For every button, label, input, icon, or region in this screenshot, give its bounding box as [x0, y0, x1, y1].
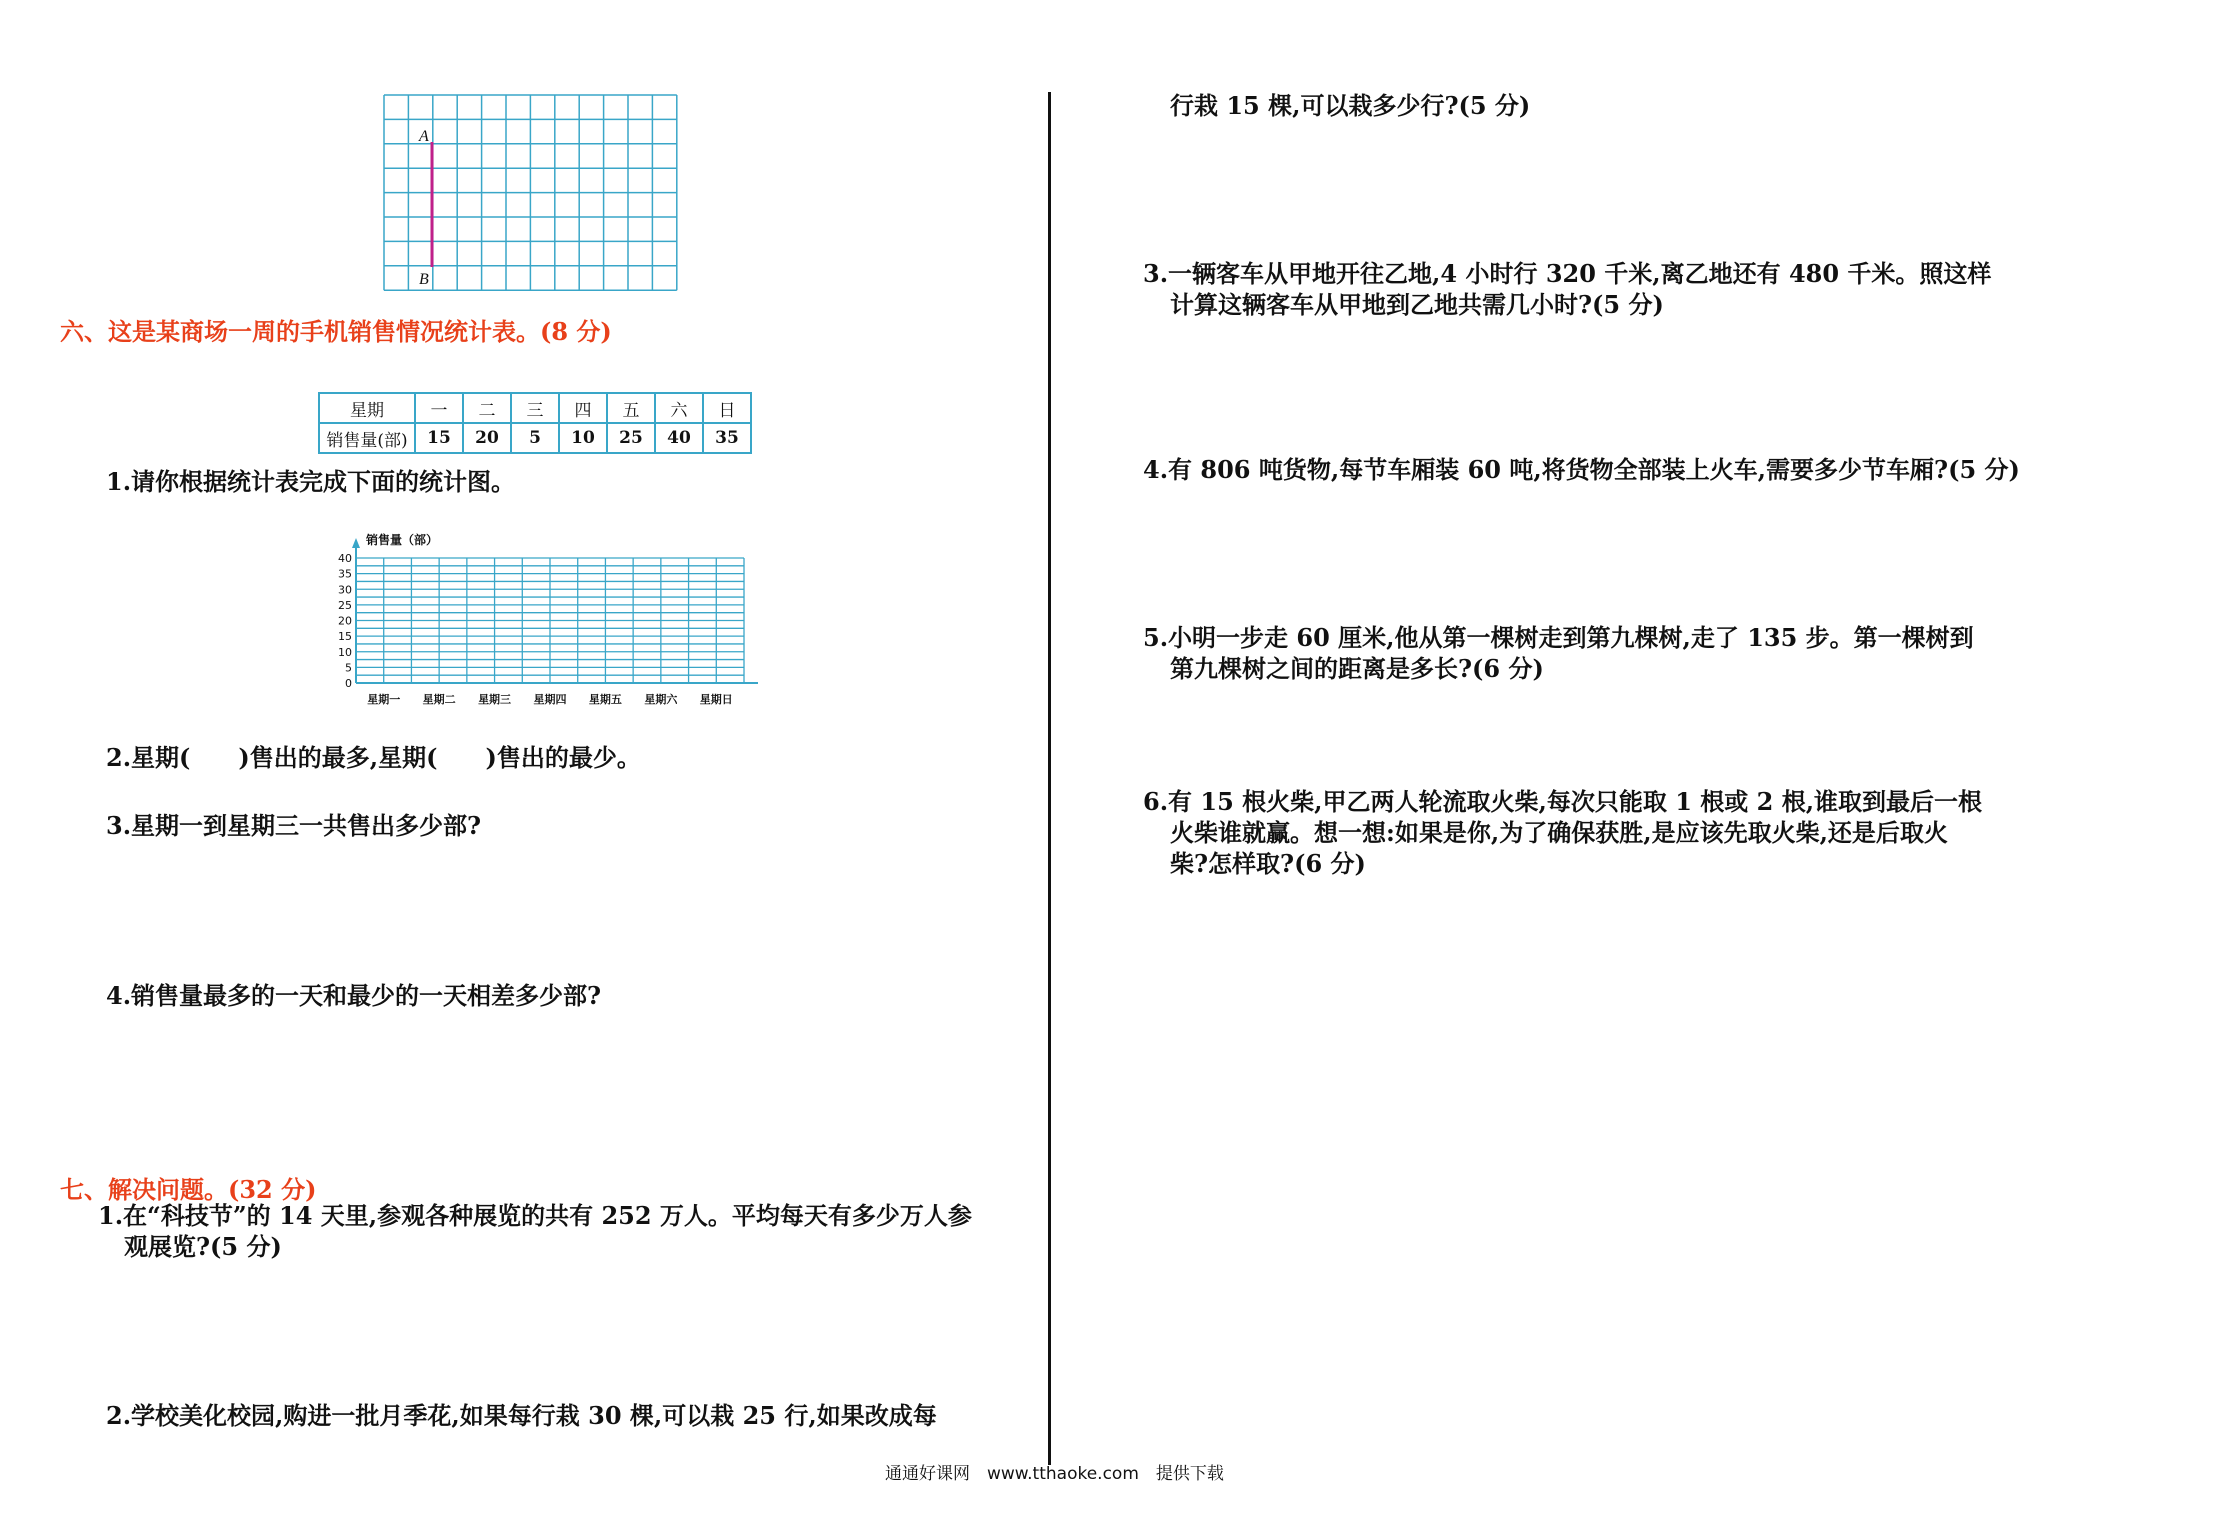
- chart-axes: [352, 538, 758, 683]
- table-day-cell: 一: [415, 393, 463, 423]
- section7-question-2-line1: 2.学校美化校园,购进一批月季花,如果每行栽 30 棵,可以栽 25 行,如果改成每: [106, 1401, 937, 1430]
- table-day-cell: 二: [463, 393, 511, 423]
- section7-question-2-line2: 行栽 15 棵,可以栽多少行?(5 分): [1170, 91, 1531, 120]
- chart-x-tick-label: 星期五: [588, 693, 622, 706]
- chart-y-arrow-icon: [352, 538, 360, 548]
- table-value-cell: 25: [607, 423, 655, 453]
- chart-grid: [356, 558, 744, 683]
- chart-y-tick-labels: [338, 552, 352, 690]
- chart-y-tick-label: 25: [338, 598, 352, 612]
- grid-lines: [384, 95, 677, 290]
- column-divider: [1048, 92, 1051, 1465]
- chart-x-tick-label: 星期二: [422, 693, 456, 706]
- chart-x-tick-label: 星期一: [367, 693, 401, 706]
- section7-question-6-line1: 6.有 15 根火柴,甲乙两人轮流取火柴,每次只能取 1 根或 2 根,谁取到最后一根: [1143, 787, 1983, 816]
- table-value-cell: 40: [655, 423, 703, 453]
- section7-question-5-line1: 5.小明一步走 60 厘米,他从第一棵树走到第九棵树,走了 135 步。第一棵树到: [1143, 623, 1974, 652]
- table-value-cell: 35: [703, 423, 751, 453]
- footer-text: 通通好课网 www.tthaoke.com 提供下载: [885, 1464, 1224, 1484]
- chart-y-tick-label: 15: [338, 630, 352, 644]
- section6-question-2: 2.星期( )售出的最多,星期( )售出的最少。: [106, 743, 641, 772]
- chart-x-tick-label: 星期六: [644, 693, 678, 706]
- chart-y-tick-label: 10: [338, 645, 352, 659]
- table-value-cell: 15: [415, 423, 463, 453]
- section7-question-6-line2: 火柴谁就赢。想一想:如果是你,为了确保获胜,是应该先取火柴,还是后取火: [1170, 818, 1948, 847]
- sales-table: [318, 392, 752, 454]
- table-day-cell: 六: [655, 393, 703, 423]
- table-value-cell: 10: [559, 423, 607, 453]
- section7-question-6-line3: 柴?怎样取?(6 分): [1170, 849, 1366, 878]
- section7-question-5-line2: 第九棵树之间的距离是多长?(6 分): [1170, 654, 1544, 683]
- chart-x-tick-labels: [367, 692, 733, 706]
- chart-y-axis-label: 销售量（部）: [366, 533, 439, 547]
- chart-x-tick-label: 星期四: [533, 693, 567, 706]
- chart-x-tick-label: 星期日: [699, 693, 733, 706]
- chart-y-tick-label: 20: [338, 614, 352, 628]
- table-day-cell: 五: [607, 393, 655, 423]
- chart-x-tick-label: 星期三: [478, 693, 512, 706]
- chart-y-tick-label: 0: [345, 677, 352, 690]
- chart-y-tick-label: 30: [338, 583, 352, 597]
- table-header-row: [319, 393, 751, 423]
- table-values-row: [319, 423, 751, 453]
- section7-question-1-line1: 1.在“科技节”的 14 天里,参观各种展览的共有 252 万人。平均每天有多少万人参: [98, 1201, 972, 1230]
- table-day-cell: 三: [511, 393, 559, 423]
- section6-question-1: 1.请你根据统计表完成下面的统计图。: [106, 467, 516, 496]
- grid-figure: [383, 94, 678, 292]
- section6-question-4: 4.销售量最多的一天和最少的一天相差多少部?: [106, 981, 602, 1010]
- point-a-label: A: [419, 128, 429, 145]
- bar-chart: [322, 528, 762, 713]
- section6-title: 六、这是某商场一周的手机销售情况统计表。(8 分): [60, 317, 612, 346]
- table-day-cell: 四: [559, 393, 607, 423]
- table-row-label: 销售量(部): [319, 423, 415, 453]
- section7-title: 七、解决问题。(32 分): [60, 1175, 317, 1204]
- chart-y-tick-label: 40: [338, 552, 352, 565]
- table-value-cell: 20: [463, 423, 511, 453]
- chart-y-tick-label: 35: [338, 567, 352, 581]
- section7-question-1-line2: 观展览?(5 分): [124, 1232, 282, 1261]
- chart-y-tick-label: 5: [345, 661, 352, 675]
- section7-question-4: 4.有 806 吨货物,每节车厢装 60 吨,将货物全部装上火车,需要多少节车厢?(5 分): [1143, 455, 2020, 484]
- section7-question-3-line2: 计算这辆客车从甲地到乙地共需几小时?(5 分): [1170, 290, 1664, 319]
- table-value-cell: 5: [511, 423, 559, 453]
- point-b-label: B: [419, 271, 429, 288]
- section6-question-3: 3.星期一到星期三一共售出多少部?: [106, 811, 482, 840]
- table-header-label: 星期: [319, 393, 415, 423]
- table-day-cell: 日: [703, 393, 751, 423]
- section7-question-3-line1: 3.一辆客车从甲地开往乙地,4 小时行 320 千米,离乙地还有 480 千米。照这样: [1143, 259, 1992, 288]
